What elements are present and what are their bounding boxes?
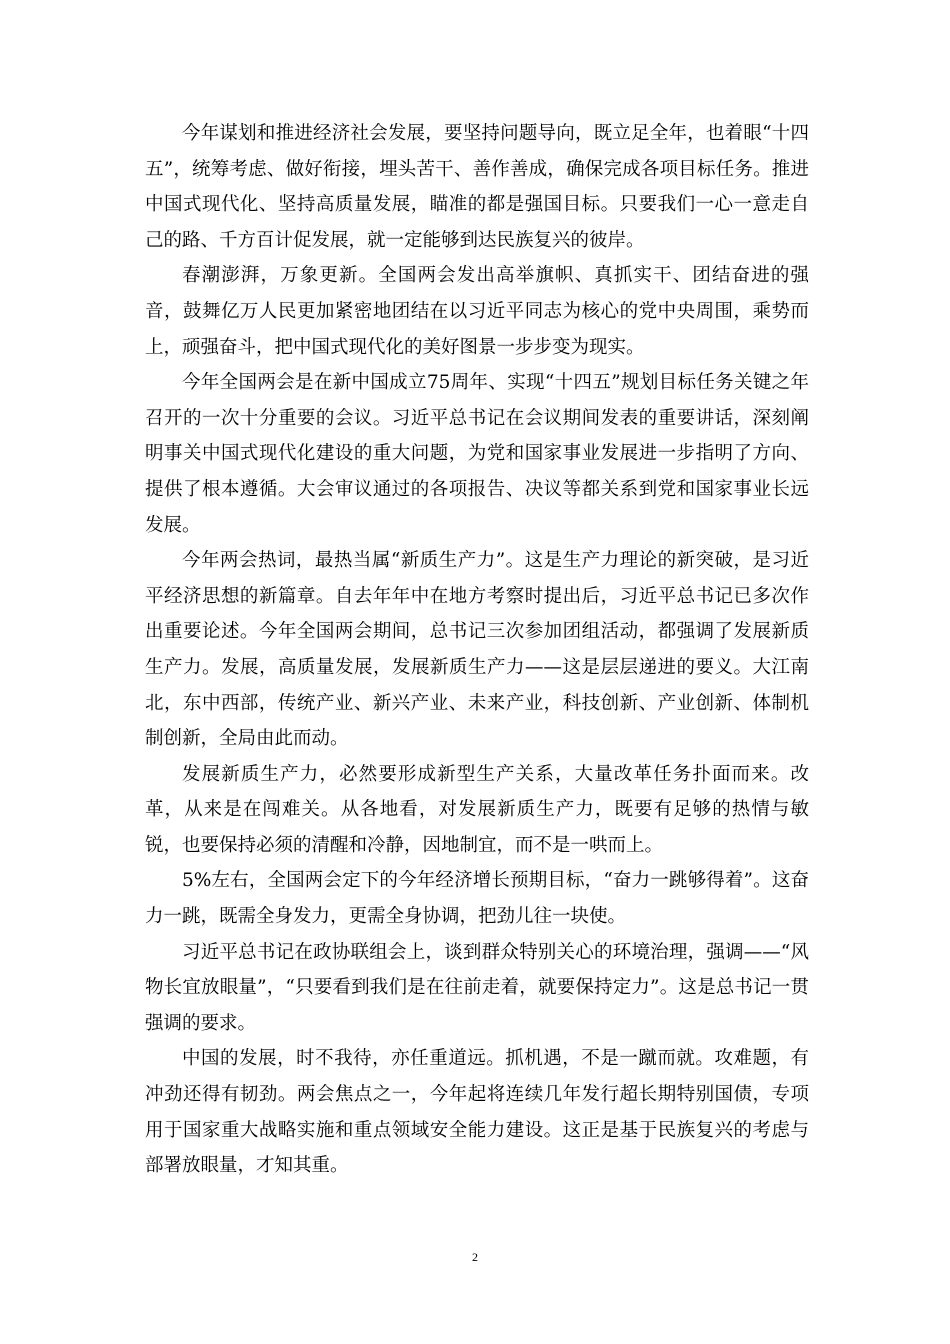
paragraph: 今年两会热词，最热当属“新质生产力”。这是生产力理论的新突破，是习近平经济思想的新篇章。自去年年中在地方考察时提出后，习近平总书记已多次作出重要论述。今年全国两会期间，总书记三次参加团组活动，都强调了发展新质生产力。发展，高质量发展，发展新质生产力——这是层层递进的要义。大江南北，东中西部，传统产业、新兴产业、未来产业，科技创新、产业创新、体制机制创新，全局由此而动。 [145, 550, 809, 750]
paragraph: 中国的发展，时不我待，亦任重道远。抓机遇，不是一蹴而就。攻难题，有冲劲还得有韧劲。两会焦点之一，今年起将连续几年发行超长期特别国债，专项用于国家重大战略实施和重点领域安全能力建设。这正是基于民族复兴的考虑与部署放眼量，才知其重。 [145, 1048, 809, 1177]
paragraph: 5%左右，全国两会定下的今年经济增长预期目标，“奋力一跳够得着”。这奋力一跳，既需全身发力，更需全身协调，把劲儿往一块使。 [145, 870, 809, 928]
page-number: 2 [472, 1250, 478, 1264]
paragraph: 今年全国两会是在新中国成立75周年、实现“十四五”规划目标任务关键之年召开的一次十分重要的会议。习近平总书记在会议期间发表的重要讲话，深刻阐明事关中国式现代化建设的重大问题，为党和国家事业发展进一步指明了方向、提供了根本遵循。大会审议通过的各项报告、决议等都关系到党和国家事业长远发展。 [145, 372, 809, 536]
paragraph: 今年谋划和推进经济社会发展，要坚持问题导向，既立足全年，也着眼“十四五”，统筹考虑、做好衔接，埋头苦干、善作善成，确保完成各项目标任务。推进中国式现代化、坚持高质量发展，瞄准的都是强国目标。只要我们一心一意走自己的路、千方百计促发展，就一定能够到达民族复兴的彼岸。 [145, 123, 809, 251]
document-body [145, 116, 809, 1184]
paragraph: 发展新质生产力，必然要形成新型生产关系，大量改革任务扑面而来。改革，从来是在闯难关。从各地看，对发展新质生产力，既要有足够的热情与敏锐，也要保持必须的清醒和冷静，因地制宜，而不是一哄而上。 [145, 763, 809, 856]
paragraph: 习近平总书记在政协联组会上，谈到群众特别关心的环境治理，强调——“风物长宜放眼量”，“只要看到我们是在往前走着，就要保持定力”。这是总书记一贯强调的要求。 [145, 941, 809, 1034]
paragraph: 春潮澎湃，万象更新。全国两会发出高举旗帜、真抓实干、团结奋进的强音，鼓舞亿万人民更加紧密地团结在以习近平同志为核心的党中央周围，乘势而上，顽强奋斗，把中国式现代化的美好图景一步步变为现实。 [145, 265, 809, 358]
